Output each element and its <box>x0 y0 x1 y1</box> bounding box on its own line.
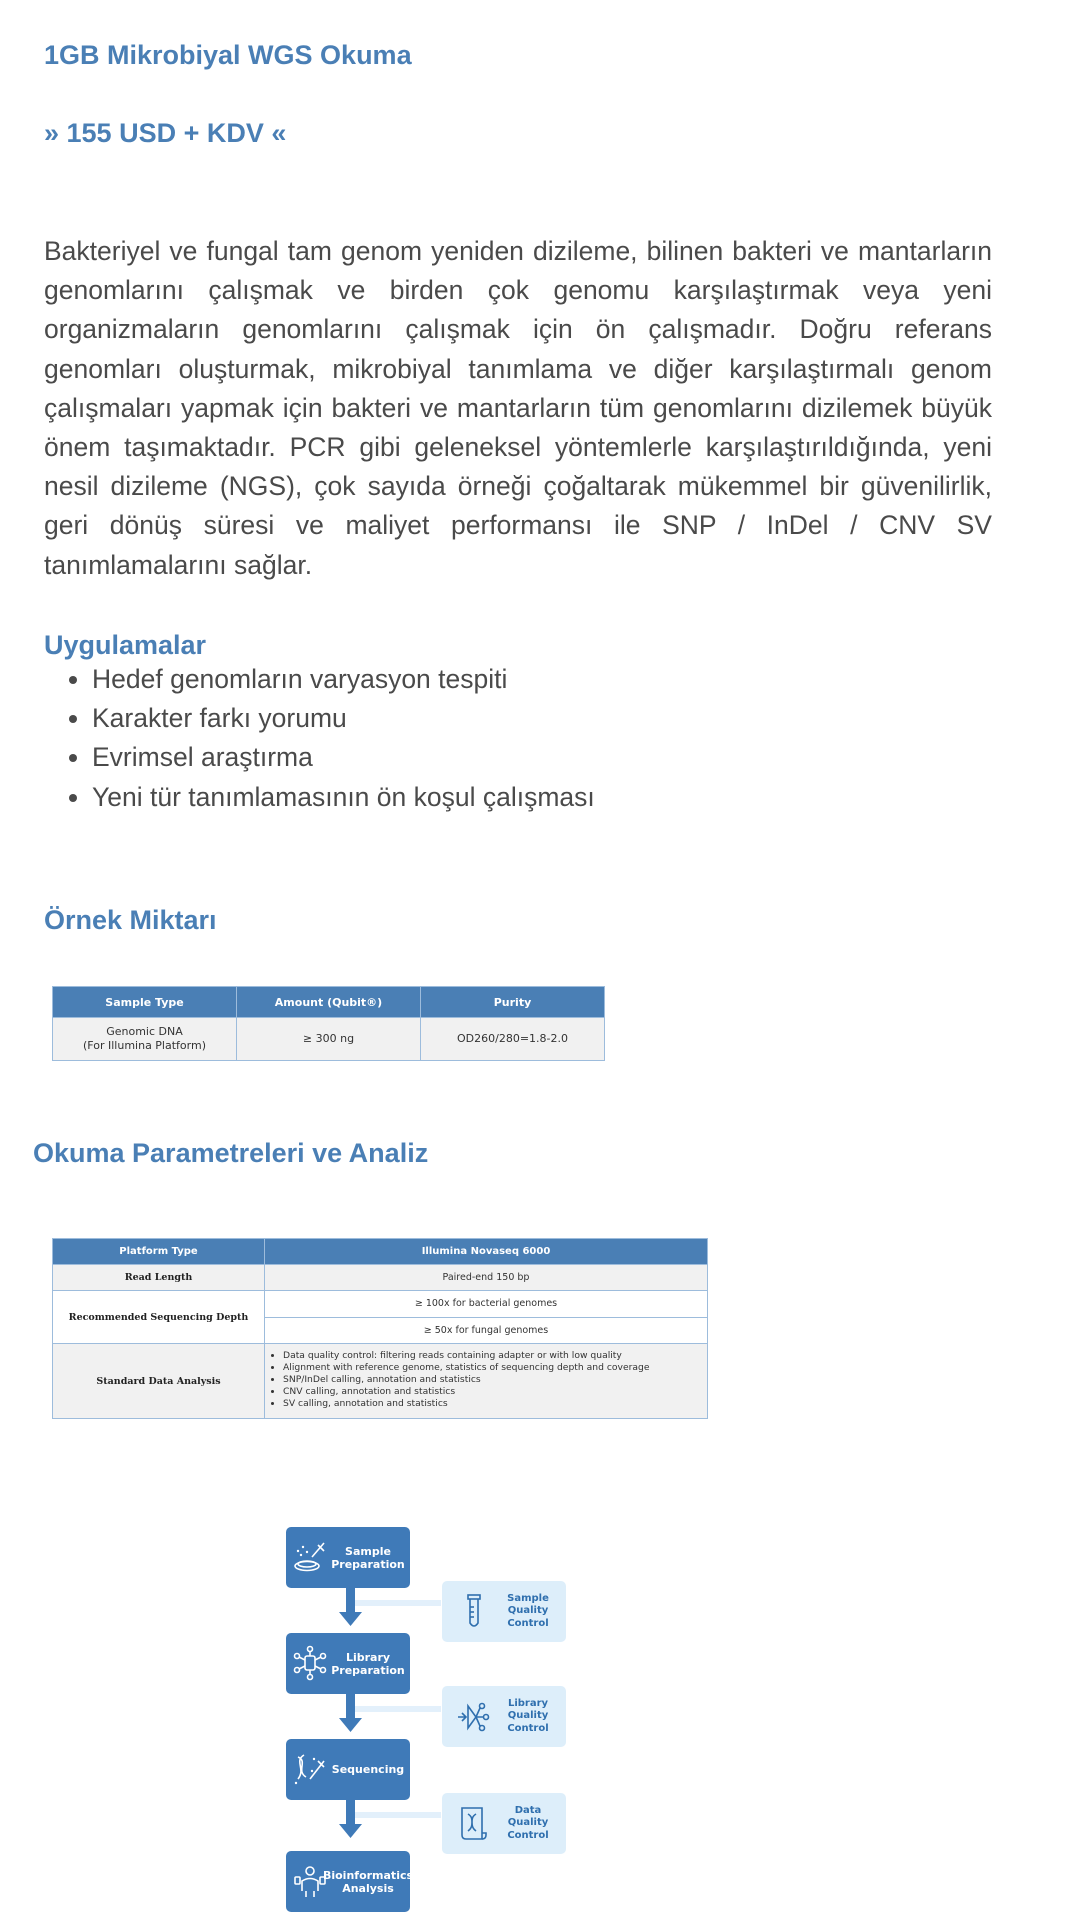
table-row <box>53 1018 605 1061</box>
applications-list <box>44 660 595 817</box>
table-row <box>53 1291 708 1318</box>
step-label: Library <box>345 1650 391 1664</box>
table-cell-purity: OD260/280=1.8-2.0 <box>421 1018 605 1061</box>
qc-library-quality-control <box>442 1686 566 1747</box>
qc-connector <box>355 1600 441 1606</box>
table-cell: Paired-end 150 bp <box>265 1265 708 1291</box>
table-header-row <box>53 1239 708 1265</box>
qc-label: Library <box>507 1697 549 1709</box>
step-label: Bioinformatics <box>322 1868 414 1882</box>
table-row-label: Read Length <box>53 1265 265 1291</box>
table-header-cell: Purity <box>421 987 605 1018</box>
table-cell: ≥ 100x for bacterial genomes <box>265 1291 708 1318</box>
sample-type-line: (For Illumina Platform) <box>83 1039 206 1052</box>
list-item: • Evrimsel araştırma <box>92 738 595 777</box>
qc-connector <box>355 1812 441 1818</box>
step-label: Sequencing <box>331 1763 405 1776</box>
sample-type-line: Genomic DNA <box>106 1025 183 1038</box>
parameters-table <box>52 1238 708 1419</box>
step-label: Sample <box>345 1544 391 1558</box>
qc-label: Control <box>507 1829 549 1841</box>
qc-label: Control <box>507 1617 549 1629</box>
qc-connector <box>355 1706 441 1712</box>
table-row <box>53 1265 708 1291</box>
qc-label: Quality <box>507 1605 549 1617</box>
table-row <box>53 1344 708 1419</box>
list-item: • SNP/InDel calling, annotation and statistics <box>283 1374 699 1386</box>
table-row-label: Recommended Sequencing Depth <box>53 1291 265 1344</box>
workflow-step-library-preparation <box>286 1633 410 1694</box>
price-label: » 155 USD + KDV « <box>44 118 287 148</box>
qc-sample-quality-control <box>442 1581 566 1642</box>
workflow-step-sample-preparation <box>286 1527 410 1588</box>
qc-label: Quality <box>507 1817 549 1829</box>
qc-label: Data <box>514 1804 542 1816</box>
table-header-cell: Platform Type <box>53 1239 265 1265</box>
step-label: Analysis <box>342 1881 394 1895</box>
table-header-cell: Illumina Novaseq 6000 <box>265 1239 708 1265</box>
page-title: 1GB Mikrobiyal WGS Okuma <box>44 40 412 70</box>
list-item: • Karakter farkı yorumu <box>92 699 595 738</box>
qc-label: Quality <box>507 1710 549 1722</box>
qc-label: Control <box>507 1722 549 1734</box>
dna-sequencing-icon <box>292 1751 328 1787</box>
dna-scroll-icon <box>456 1805 492 1843</box>
parameters-heading: Okuma Parametreleri ve Analiz <box>33 1138 429 1168</box>
test-tube-icon <box>456 1593 492 1631</box>
list-item: • Data quality control: filtering reads containing adapter or with low quality <box>283 1350 699 1362</box>
list-item: • SV calling, annotation and statistics <box>283 1398 699 1410</box>
analysis-list <box>269 1350 699 1410</box>
table-header-cell: Sample Type <box>53 987 237 1018</box>
table-header-cell: Amount (Qubit®) <box>237 987 421 1018</box>
sample-amount-heading: Örnek Miktarı <box>44 905 217 935</box>
intro-paragraph: Bakteriyel ve fungal tam genom yeniden dizileme, bilinen bakteri ve mantarların genomlarını çalışmak ve birden çok genomu karşılaştırmak veya yeni organizmaların genomlarını çalışmak için ön çalışmadır. Doğru referans genomları oluşturmak, mikrobiyal tanımlama ve diğer karşılaştırmalı genom çalışmaları yapmak için bakteri ve mantarların tüm genomlarını dizilemek büyük önem taşımaktadır. PCR gibi geleneksel yöntemlerle karşılaştırıldığında, yeni nesil dizileme (NGS), çok sayıda örneği çoğaltarak mükemmel bir güvenilirlik, geri dönüş süresi ve maliyet performansı ile SNP / InDel / CNV SV tanımlamalarını sağlar. <box>44 236 992 580</box>
petri-dish-dropper-icon <box>292 1539 328 1575</box>
funnel-network-icon <box>456 1698 492 1736</box>
table-cell-sample-type <box>53 1018 237 1061</box>
applications-heading: Uygulamalar <box>44 630 207 660</box>
table-cell: ≥ 50x for fungal genomes <box>265 1317 708 1344</box>
list-item: • CNV calling, annotation and statistics <box>283 1386 699 1398</box>
table-cell <box>265 1344 708 1419</box>
sample-table <box>52 986 605 1061</box>
list-item: • Hedef genomların varyasyon tespiti <box>92 660 595 699</box>
table-row-label: Standard Data Analysis <box>53 1344 265 1419</box>
table-cell-amount: ≥ 300 ng <box>237 1018 421 1061</box>
list-item: • Alignment with reference genome, statistics of sequencing depth and coverage <box>283 1362 699 1374</box>
workflow-step-bioinformatics-analysis <box>286 1851 414 1912</box>
qc-label: Sample <box>507 1592 549 1604</box>
qc-data-quality-control <box>442 1793 566 1854</box>
list-item: • Yeni tür tanımlamasının ön koşul çalışması <box>92 778 595 817</box>
step-label: Preparation <box>331 1557 405 1571</box>
step-label: Preparation <box>331 1663 405 1677</box>
workflow-step-sequencing <box>286 1739 410 1800</box>
table-header-row <box>53 987 605 1018</box>
molecule-network-icon <box>292 1645 328 1681</box>
